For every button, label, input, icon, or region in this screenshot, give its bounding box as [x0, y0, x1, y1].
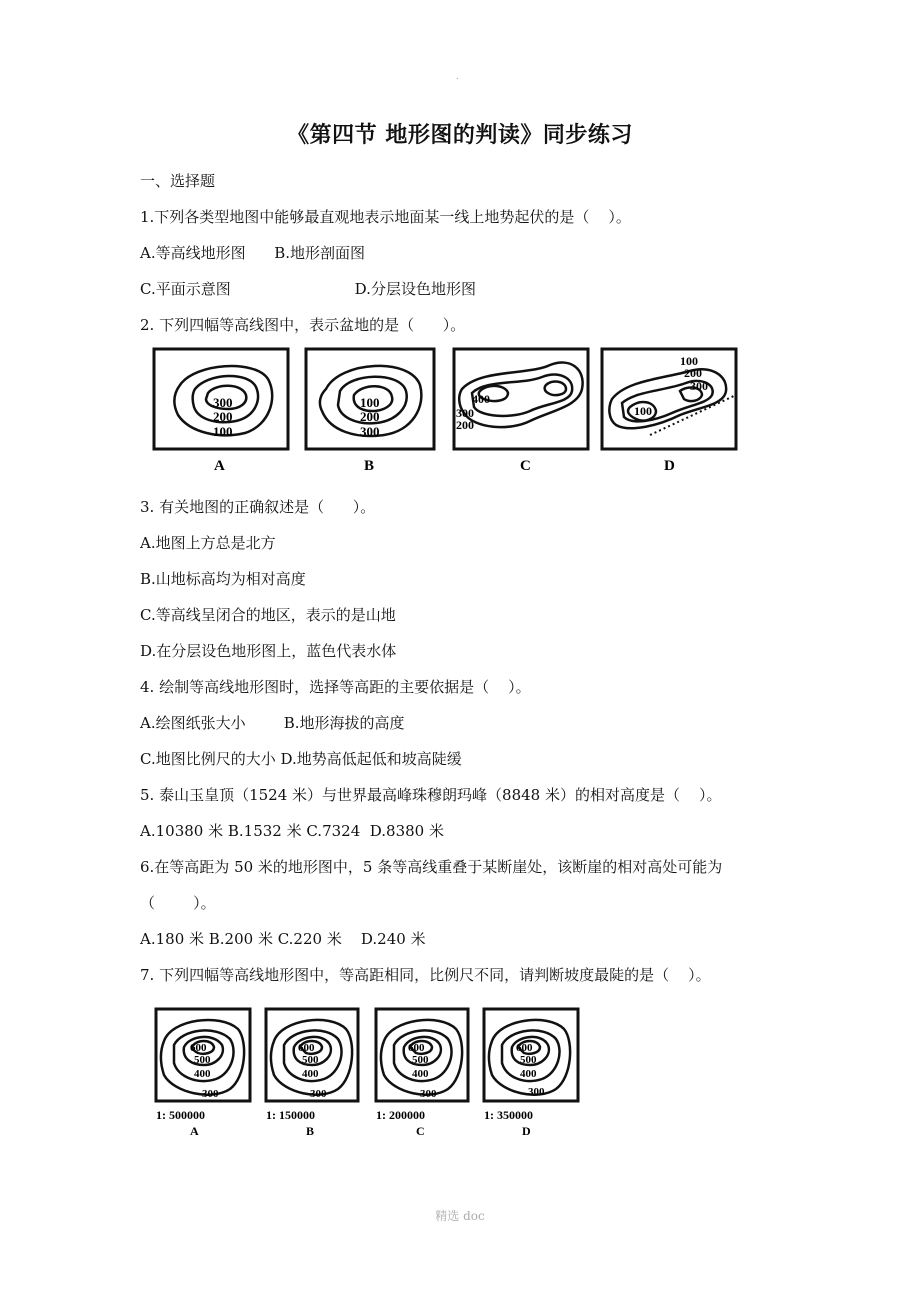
q7-c-contour-2: 500: [412, 1054, 429, 1066]
q7-a-scale: 1: 500000: [156, 1108, 205, 1122]
q3-option-d: D.在分层设色地形图上，蓝色代表水体: [140, 642, 397, 660]
page-title: 《第四节 地形图的判读》同步练习: [287, 122, 633, 148]
q7-d-contour-1: 600: [516, 1042, 533, 1054]
q5-options: A.10380 米 B.1532 米 C.7324 D.8380 米: [140, 822, 444, 840]
q2-a-contour-3: 100: [213, 424, 233, 439]
q6-stem-cont: （ ）。: [140, 894, 216, 912]
q1-options-row2: C.平面示意图 D.分层设色地形图: [140, 280, 476, 298]
q7-d-contour-3: 400: [520, 1068, 537, 1080]
q4-options-row2: C.地图比例尺的大小 D.地势高低起低和坡高陡缓: [140, 750, 462, 768]
header-mark: .: [456, 72, 459, 82]
q7-b-scale: 1: 150000: [266, 1108, 315, 1122]
q2-figure-a: [154, 349, 288, 474]
q2-figure-c: [454, 349, 588, 474]
q2-d-contour-4: 100: [634, 404, 652, 418]
q6-options: A.180 米 B.200 米 C.220 米 D.240 米: [140, 930, 426, 948]
q7-figure: [150, 1005, 590, 1145]
q2-a-label: A: [214, 458, 225, 474]
q3-option-a: A.地图上方总是北方: [140, 534, 276, 552]
q2-c-contour-1: 400: [472, 392, 490, 406]
q2-d-contour-1: 100: [680, 354, 698, 368]
q7-b-contour-4: 300: [310, 1088, 327, 1100]
q7-d-label: D: [522, 1124, 531, 1138]
q2-d-label: D: [664, 458, 675, 474]
q1-stem: 1.下列各类型地图中能够最直观地表示地面某一线上地势起伏的是（ ）。: [140, 208, 631, 226]
q4-options-row1: A.绘图纸张大小 B.地形海拔的高度: [140, 714, 405, 732]
q2-d-contour-2: 200: [684, 366, 702, 380]
q7-c-contour-1: 600: [408, 1042, 425, 1054]
q7-stem: 7. 下列四幅等高线地形图中，等高距相同，比例尺不同，请判断坡度最陡的是（ ）。: [140, 966, 711, 984]
q7-b-contour-1: 600: [298, 1042, 315, 1054]
q7-figure-c: [376, 1009, 468, 1138]
q2-c-contour-2: 300: [456, 406, 474, 420]
page-footer: 精选 doc: [435, 1209, 485, 1223]
q7-c-contour-3: 400: [412, 1068, 429, 1080]
q5-stem: 5. 泰山玉皇顶（1524 米）与世界最高峰珠穆朗玛峰（8848 米）的相对高度是（ ）。: [140, 786, 722, 804]
q4-stem: 4. 绘制等高线地形图时，选择等高距的主要依据是（ ）。: [140, 678, 531, 696]
q2-figure-d: [602, 349, 736, 474]
q7-a-label: A: [190, 1124, 199, 1138]
q2-a-contour-1: 300: [213, 395, 233, 410]
q3-stem: 3. 有关地图的正确叙述是（ ）。: [140, 498, 376, 516]
q2-figure: [150, 345, 740, 477]
q7-d-contour-4: 300: [528, 1086, 545, 1098]
q7-c-label: C: [416, 1124, 425, 1138]
q2-b-contour-1: 100: [360, 395, 380, 410]
q7-figure-a: [156, 1009, 250, 1138]
q7-b-contour-3: 400: [302, 1068, 319, 1080]
q7-figure-d: [484, 1009, 578, 1138]
q2-b-contour-2: 200: [360, 409, 380, 424]
q7-figure-b: [266, 1009, 358, 1138]
q7-a-contour-2: 500: [194, 1054, 211, 1066]
q2-c-contour-3: 200: [456, 418, 474, 432]
q7-d-scale: 1: 350000: [484, 1108, 533, 1122]
q7-a-contour-1: 600: [190, 1042, 207, 1054]
q2-b-contour-3: 300: [360, 424, 380, 439]
q7-c-scale: 1: 200000: [376, 1108, 425, 1122]
q7-b-label: B: [306, 1124, 315, 1138]
q6-stem: 6.在等高距为 50 米的地形图中，5 条等高线重叠于某断崖处，该断崖的相对高处可能为: [140, 858, 723, 876]
q2-figure-b: [306, 349, 434, 474]
q3-option-c: C.等高线呈闭合的地区，表示的是山地: [140, 606, 396, 624]
q2-c-label: C: [520, 458, 531, 474]
section-heading: 一、选择题: [140, 172, 216, 190]
q1-options-row1: A.等高线地形图 B.地形剖面图: [140, 244, 366, 262]
q7-d-contour-2: 500: [520, 1054, 537, 1066]
q2-stem: 2. 下列四幅等高线图中，表示盆地的是（ ）。: [140, 316, 466, 334]
q3-option-b: B.山地标高均为相对高度: [140, 570, 306, 588]
q2-d-contour-3: 300: [690, 379, 708, 393]
q7-b-contour-2: 500: [302, 1054, 319, 1066]
q7-c-contour-4: 300: [420, 1088, 437, 1100]
q2-a-contour-2: 200: [213, 409, 233, 424]
q2-b-label: B: [364, 458, 375, 474]
q7-a-contour-4: 300: [202, 1088, 219, 1100]
q7-a-contour-3: 400: [194, 1068, 211, 1080]
